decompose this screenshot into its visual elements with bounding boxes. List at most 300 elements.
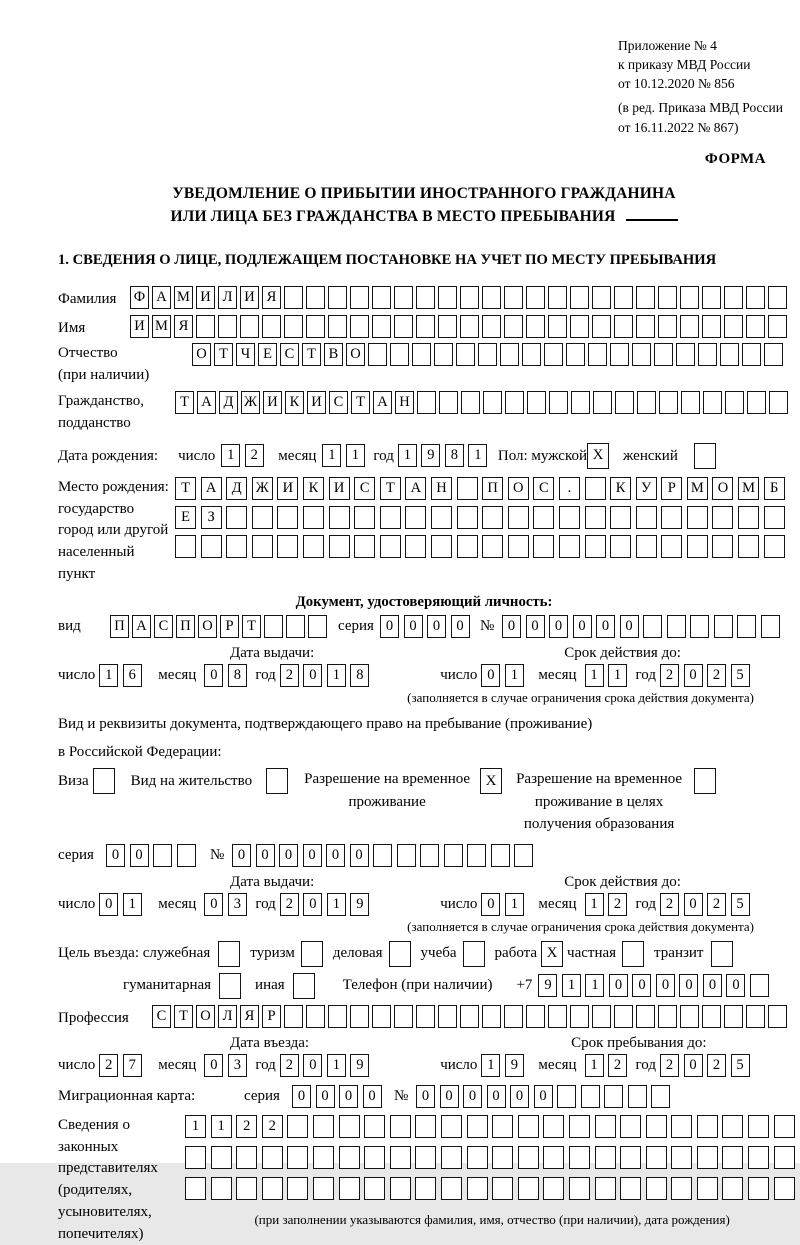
char-box[interactable]: 0	[380, 615, 399, 638]
char-box[interactable]: 0	[350, 844, 369, 867]
char-box[interactable]	[702, 286, 721, 309]
char-box[interactable]: 0	[463, 1085, 482, 1108]
char-box[interactable]	[438, 1005, 457, 1028]
char-box[interactable]	[592, 286, 611, 309]
char-box[interactable]: 0	[609, 974, 628, 997]
char-box[interactable]	[492, 1115, 513, 1138]
char-box[interactable]	[570, 286, 589, 309]
char-box[interactable]	[478, 343, 497, 366]
char-box[interactable]	[504, 286, 523, 309]
char-box[interactable]: Ж	[241, 391, 260, 414]
char-box[interactable]	[724, 315, 743, 338]
char-box[interactable]	[620, 1177, 641, 1200]
char-box[interactable]: Л	[218, 286, 237, 309]
purpose-humanitarian-checkbox[interactable]	[219, 973, 241, 999]
char-box[interactable]: 2	[280, 1054, 299, 1077]
char-box[interactable]: С	[280, 343, 299, 366]
char-box[interactable]	[505, 391, 524, 414]
char-box[interactable]	[456, 343, 475, 366]
char-box[interactable]	[680, 315, 699, 338]
char-box[interactable]: 1	[505, 664, 524, 687]
char-box[interactable]: О	[712, 477, 733, 500]
char-box[interactable]: К	[285, 391, 304, 414]
char-box[interactable]	[526, 286, 545, 309]
char-box[interactable]	[467, 1115, 488, 1138]
char-box[interactable]	[769, 391, 788, 414]
char-box[interactable]	[373, 844, 392, 867]
char-box[interactable]: 9	[505, 1054, 524, 1077]
temp-residence-checkbox[interactable]: X	[480, 768, 502, 794]
char-box[interactable]: 0	[684, 893, 703, 916]
char-box[interactable]	[661, 535, 682, 558]
char-box[interactable]	[431, 506, 452, 529]
char-box[interactable]: 2	[236, 1115, 257, 1138]
char-box[interactable]: 0	[632, 974, 651, 997]
char-box[interactable]	[504, 315, 523, 338]
char-box[interactable]	[457, 535, 478, 558]
char-box[interactable]	[636, 286, 655, 309]
char-box[interactable]	[518, 1146, 539, 1169]
char-box[interactable]	[548, 286, 567, 309]
char-box[interactable]	[264, 615, 283, 638]
char-box[interactable]: 0	[316, 1085, 335, 1108]
char-box[interactable]	[328, 286, 347, 309]
char-box[interactable]: 0	[481, 893, 500, 916]
char-box[interactable]	[620, 1115, 641, 1138]
char-box[interactable]	[566, 343, 585, 366]
char-box[interactable]: 0	[130, 844, 149, 867]
char-box[interactable]	[592, 315, 611, 338]
char-box[interactable]	[571, 391, 590, 414]
char-box[interactable]	[441, 1146, 462, 1169]
char-box[interactable]: Ч	[236, 343, 255, 366]
char-box[interactable]	[724, 286, 743, 309]
char-box[interactable]	[313, 1146, 334, 1169]
char-box[interactable]: 1	[585, 664, 604, 687]
char-box[interactable]	[372, 286, 391, 309]
char-box[interactable]: 0	[427, 615, 446, 638]
char-box[interactable]	[504, 1005, 523, 1028]
char-box[interactable]	[306, 315, 325, 338]
char-box[interactable]	[651, 1085, 670, 1108]
char-box[interactable]	[201, 535, 222, 558]
purpose-private-checkbox[interactable]	[622, 941, 644, 967]
char-box[interactable]	[508, 535, 529, 558]
char-box[interactable]	[610, 343, 629, 366]
char-box[interactable]	[350, 286, 369, 309]
char-box[interactable]	[415, 1146, 436, 1169]
char-box[interactable]: К	[303, 477, 324, 500]
char-box[interactable]	[397, 844, 416, 867]
char-box[interactable]: Т	[174, 1005, 193, 1028]
char-box[interactable]	[643, 615, 662, 638]
char-box[interactable]	[416, 315, 435, 338]
char-box[interactable]	[467, 1177, 488, 1200]
char-box[interactable]	[483, 391, 502, 414]
char-box[interactable]	[661, 506, 682, 529]
char-box[interactable]: 9	[421, 444, 440, 467]
char-box[interactable]	[764, 343, 783, 366]
char-box[interactable]: И	[307, 391, 326, 414]
char-box[interactable]: 1	[123, 893, 142, 916]
char-box[interactable]	[306, 286, 325, 309]
char-box[interactable]: 0	[510, 1085, 529, 1108]
char-box[interactable]	[533, 506, 554, 529]
char-box[interactable]	[457, 506, 478, 529]
char-box[interactable]	[774, 1146, 795, 1169]
char-box[interactable]	[746, 286, 765, 309]
char-box[interactable]	[196, 315, 215, 338]
char-box[interactable]: 0	[204, 664, 223, 687]
char-box[interactable]: Ж	[252, 477, 273, 500]
char-box[interactable]: 1	[185, 1115, 206, 1138]
char-box[interactable]: 0	[204, 1054, 223, 1077]
char-box[interactable]	[533, 535, 554, 558]
char-box[interactable]	[277, 506, 298, 529]
char-box[interactable]	[431, 535, 452, 558]
char-box[interactable]: Т	[175, 391, 194, 414]
char-box[interactable]	[747, 391, 766, 414]
char-box[interactable]: И	[130, 315, 149, 338]
char-box[interactable]: П	[482, 477, 503, 500]
char-box[interactable]: М	[687, 477, 708, 500]
char-box[interactable]	[354, 535, 375, 558]
char-box[interactable]	[725, 391, 744, 414]
char-box[interactable]	[722, 1177, 743, 1200]
char-box[interactable]: Т	[351, 391, 370, 414]
purpose-official-checkbox[interactable]	[218, 941, 240, 967]
char-box[interactable]	[654, 343, 673, 366]
char-box[interactable]	[687, 535, 708, 558]
char-box[interactable]	[364, 1146, 385, 1169]
char-box[interactable]: 1	[585, 893, 604, 916]
char-box[interactable]	[687, 506, 708, 529]
char-box[interactable]	[236, 1146, 257, 1169]
char-box[interactable]	[610, 535, 631, 558]
char-box[interactable]	[380, 506, 401, 529]
char-box[interactable]	[697, 1177, 718, 1200]
char-box[interactable]	[738, 535, 759, 558]
char-box[interactable]	[185, 1146, 206, 1169]
char-box[interactable]	[737, 615, 756, 638]
char-box[interactable]	[768, 286, 787, 309]
char-box[interactable]	[482, 286, 501, 309]
char-box[interactable]	[714, 615, 733, 638]
char-box[interactable]	[394, 315, 413, 338]
char-box[interactable]	[761, 615, 780, 638]
char-box[interactable]	[364, 1177, 385, 1200]
char-box[interactable]	[526, 1005, 545, 1028]
char-box[interactable]: Е	[175, 506, 196, 529]
char-box[interactable]: 0	[303, 893, 322, 916]
char-box[interactable]	[177, 844, 196, 867]
char-box[interactable]: 5	[731, 664, 750, 687]
char-box[interactable]: И	[329, 477, 350, 500]
char-box[interactable]: 0	[620, 615, 639, 638]
char-box[interactable]	[585, 506, 606, 529]
char-box[interactable]	[742, 343, 761, 366]
char-box[interactable]	[420, 844, 439, 867]
char-box[interactable]	[548, 315, 567, 338]
char-box[interactable]: 2	[707, 893, 726, 916]
char-box[interactable]	[697, 1115, 718, 1138]
char-box[interactable]: 0	[549, 615, 568, 638]
char-box[interactable]	[614, 1005, 633, 1028]
char-box[interactable]: 0	[481, 664, 500, 687]
char-box[interactable]: Я	[262, 286, 281, 309]
char-box[interactable]	[287, 1146, 308, 1169]
char-box[interactable]	[748, 1177, 769, 1200]
char-box[interactable]: 0	[656, 974, 675, 997]
char-box[interactable]	[697, 1146, 718, 1169]
char-box[interactable]: 9	[538, 974, 557, 997]
char-box[interactable]	[671, 1115, 692, 1138]
char-box[interactable]: 8	[228, 664, 247, 687]
char-box[interactable]	[313, 1177, 334, 1200]
char-box[interactable]: 0	[303, 664, 322, 687]
char-box[interactable]	[390, 1177, 411, 1200]
char-box[interactable]: Т	[242, 615, 261, 638]
char-box[interactable]	[569, 1177, 590, 1200]
char-box[interactable]	[350, 315, 369, 338]
char-box[interactable]: Я	[240, 1005, 259, 1028]
char-box[interactable]: 5	[731, 893, 750, 916]
char-box[interactable]	[748, 1115, 769, 1138]
char-box[interactable]	[262, 1146, 283, 1169]
char-box[interactable]: Е	[258, 343, 277, 366]
char-box[interactable]	[303, 506, 324, 529]
char-box[interactable]: 1	[221, 444, 240, 467]
char-box[interactable]	[460, 1005, 479, 1028]
char-box[interactable]	[610, 506, 631, 529]
char-box[interactable]	[434, 343, 453, 366]
char-box[interactable]	[604, 1085, 623, 1108]
char-box[interactable]: С	[152, 1005, 171, 1028]
char-box[interactable]: 0	[684, 664, 703, 687]
char-box[interactable]	[522, 343, 541, 366]
char-box[interactable]	[585, 477, 606, 500]
char-box[interactable]	[368, 343, 387, 366]
char-box[interactable]	[764, 535, 785, 558]
char-box[interactable]	[339, 1146, 360, 1169]
char-box[interactable]	[467, 844, 486, 867]
char-box[interactable]	[262, 1177, 283, 1200]
char-box[interactable]	[262, 315, 281, 338]
char-box[interactable]: Д	[226, 477, 247, 500]
char-box[interactable]	[500, 343, 519, 366]
char-box[interactable]	[595, 1115, 616, 1138]
char-box[interactable]: Р	[220, 615, 239, 638]
char-box[interactable]	[614, 286, 633, 309]
char-box[interactable]	[460, 315, 479, 338]
char-box[interactable]	[557, 1085, 576, 1108]
char-box[interactable]	[614, 315, 633, 338]
char-box[interactable]: 0	[303, 1054, 322, 1077]
sex-female-checkbox[interactable]	[694, 443, 716, 469]
char-box[interactable]: 0	[573, 615, 592, 638]
char-box[interactable]: С	[154, 615, 173, 638]
char-box[interactable]	[313, 1115, 334, 1138]
char-box[interactable]: 0	[487, 1085, 506, 1108]
char-box[interactable]: И	[277, 477, 298, 500]
char-box[interactable]: У	[636, 477, 657, 500]
char-box[interactable]	[527, 391, 546, 414]
purpose-tourism-checkbox[interactable]	[301, 941, 323, 967]
char-box[interactable]	[339, 1177, 360, 1200]
char-box[interactable]: 0	[204, 893, 223, 916]
char-box[interactable]	[559, 535, 580, 558]
char-box[interactable]: П	[176, 615, 195, 638]
char-box[interactable]	[636, 506, 657, 529]
char-box[interactable]: Т	[175, 477, 196, 500]
char-box[interactable]: К	[610, 477, 631, 500]
char-box[interactable]	[593, 391, 612, 414]
char-box[interactable]	[764, 506, 785, 529]
sex-male-checkbox[interactable]: X	[587, 443, 609, 469]
char-box[interactable]: 3	[228, 1054, 247, 1077]
char-box[interactable]: Д	[219, 391, 238, 414]
char-box[interactable]: 2	[660, 893, 679, 916]
char-box[interactable]: 7	[123, 1054, 142, 1077]
char-box[interactable]: Ф	[130, 286, 149, 309]
char-box[interactable]	[620, 1146, 641, 1169]
char-box[interactable]: 0	[279, 844, 298, 867]
purpose-other-checkbox[interactable]	[293, 973, 315, 999]
char-box[interactable]	[595, 1177, 616, 1200]
char-box[interactable]: 9	[350, 1054, 369, 1077]
char-box[interactable]: Т	[380, 477, 401, 500]
char-box[interactable]	[457, 477, 478, 500]
char-box[interactable]	[218, 315, 237, 338]
char-box[interactable]: 0	[339, 1085, 358, 1108]
char-box[interactable]: И	[263, 391, 282, 414]
char-box[interactable]: 2	[707, 664, 726, 687]
char-box[interactable]	[226, 506, 247, 529]
char-box[interactable]	[544, 343, 563, 366]
char-box[interactable]	[712, 535, 733, 558]
char-box[interactable]: 1	[608, 664, 627, 687]
char-box[interactable]	[308, 615, 327, 638]
char-box[interactable]: З	[201, 506, 222, 529]
char-box[interactable]	[416, 1005, 435, 1028]
char-box[interactable]: 2	[262, 1115, 283, 1138]
char-box[interactable]: 1	[346, 444, 365, 467]
char-box[interactable]	[712, 506, 733, 529]
char-box[interactable]: 0	[684, 1054, 703, 1077]
char-box[interactable]	[659, 391, 678, 414]
char-box[interactable]: О	[198, 615, 217, 638]
char-box[interactable]: 0	[679, 974, 698, 997]
char-box[interactable]	[364, 1115, 385, 1138]
char-box[interactable]	[722, 1115, 743, 1138]
char-box[interactable]	[570, 1005, 589, 1028]
char-box[interactable]	[303, 535, 324, 558]
char-box[interactable]	[405, 535, 426, 558]
char-box[interactable]	[595, 1146, 616, 1169]
char-box[interactable]	[768, 1005, 787, 1028]
purpose-business-checkbox[interactable]	[389, 941, 411, 967]
char-box[interactable]: О	[196, 1005, 215, 1028]
char-box[interactable]: 2	[608, 1054, 627, 1077]
char-box[interactable]	[438, 315, 457, 338]
char-box[interactable]: 1	[562, 974, 581, 997]
char-box[interactable]: С	[354, 477, 375, 500]
char-box[interactable]	[637, 391, 656, 414]
char-box[interactable]	[658, 286, 677, 309]
char-box[interactable]	[569, 1146, 590, 1169]
char-box[interactable]	[394, 1005, 413, 1028]
char-box[interactable]	[417, 391, 436, 414]
char-box[interactable]	[306, 1005, 325, 1028]
char-box[interactable]: О	[192, 343, 211, 366]
char-box[interactable]	[390, 343, 409, 366]
char-box[interactable]	[482, 315, 501, 338]
char-box[interactable]	[667, 615, 686, 638]
char-box[interactable]	[211, 1146, 232, 1169]
char-box[interactable]	[518, 1177, 539, 1200]
char-box[interactable]: Т	[302, 343, 321, 366]
char-box[interactable]: М	[174, 286, 193, 309]
char-box[interactable]: 1	[398, 444, 417, 467]
char-box[interactable]: О	[346, 343, 365, 366]
char-box[interactable]: 0	[703, 974, 722, 997]
char-box[interactable]	[415, 1115, 436, 1138]
char-box[interactable]: А	[132, 615, 151, 638]
char-box[interactable]	[329, 535, 350, 558]
char-box[interactable]: 0	[526, 615, 545, 638]
char-box[interactable]	[676, 343, 695, 366]
char-box[interactable]	[439, 391, 458, 414]
char-box[interactable]	[632, 343, 651, 366]
char-box[interactable]	[412, 343, 431, 366]
char-box[interactable]	[416, 286, 435, 309]
char-box[interactable]	[441, 1177, 462, 1200]
char-box[interactable]	[748, 1146, 769, 1169]
char-box[interactable]	[390, 1115, 411, 1138]
char-box[interactable]	[658, 1005, 677, 1028]
char-box[interactable]: М	[152, 315, 171, 338]
char-box[interactable]	[236, 1177, 257, 1200]
char-box[interactable]: Б	[764, 477, 785, 500]
char-box[interactable]	[328, 315, 347, 338]
char-box[interactable]: 1	[322, 444, 341, 467]
char-box[interactable]	[460, 286, 479, 309]
char-box[interactable]	[380, 535, 401, 558]
char-box[interactable]: 1	[99, 664, 118, 687]
char-box[interactable]: 6	[123, 664, 142, 687]
visa-checkbox[interactable]	[93, 768, 115, 794]
char-box[interactable]: 0	[363, 1085, 382, 1108]
char-box[interactable]: 0	[596, 615, 615, 638]
residence-permit-checkbox[interactable]	[266, 768, 288, 794]
char-box[interactable]: Н	[395, 391, 414, 414]
char-box[interactable]: 1	[468, 444, 487, 467]
char-box[interactable]: 8	[445, 444, 464, 467]
char-box[interactable]	[492, 1177, 513, 1200]
char-box[interactable]	[702, 315, 721, 338]
char-box[interactable]: 5	[731, 1054, 750, 1077]
char-box[interactable]: А	[152, 286, 171, 309]
char-box[interactable]	[153, 844, 172, 867]
char-box[interactable]	[350, 1005, 369, 1028]
char-box[interactable]	[328, 1005, 347, 1028]
char-box[interactable]: П	[110, 615, 129, 638]
char-box[interactable]	[354, 506, 375, 529]
char-box[interactable]: 1	[211, 1115, 232, 1138]
char-box[interactable]	[720, 343, 739, 366]
char-box[interactable]: 8	[350, 664, 369, 687]
char-box[interactable]: 9	[350, 893, 369, 916]
